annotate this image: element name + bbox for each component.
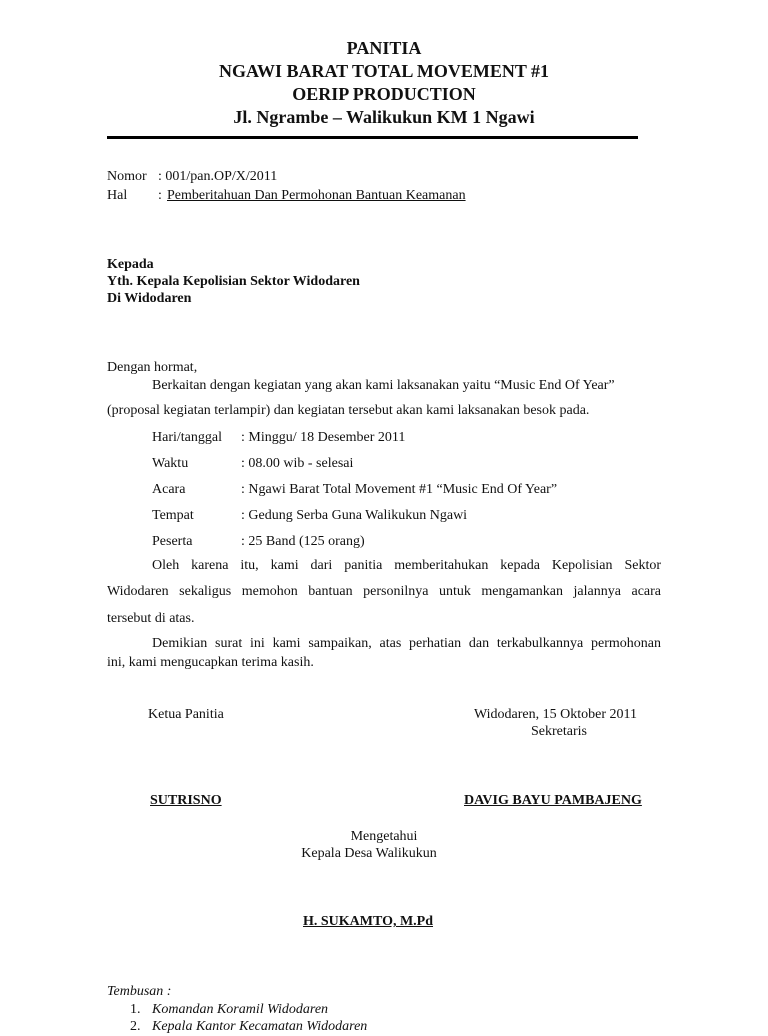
tembusan-item: Kepala Kantor Kecamatan Widodaren bbox=[152, 1019, 368, 1034]
tembusan-label: Tembusan : bbox=[107, 984, 172, 999]
address: Jl. Ngrambe – Walikukun KM 1 Ngawi bbox=[233, 107, 535, 127]
place-date: Widodaren, 15 Oktober 2011 bbox=[474, 707, 637, 722]
known-title: Kepala Desa Walikukun bbox=[301, 846, 437, 861]
right-signatory-title: Sekretaris bbox=[531, 724, 587, 739]
detail-label: Tempat bbox=[152, 508, 194, 523]
paragraph2-line3: tersebut di atas. bbox=[107, 611, 195, 626]
hal-colon: : bbox=[158, 188, 162, 203]
hal-value: Pemberitahuan Dan Permohonan Bantuan Keamanan bbox=[167, 188, 466, 203]
recipient-line1: Kepada bbox=[107, 257, 154, 272]
left-signatory-name: SUTRISNO bbox=[150, 793, 222, 808]
paragraph1-line1: Berkaitan dengan kegiatan yang akan kami laksanakan yaitu “Music End Of Year” bbox=[152, 378, 615, 393]
right-signatory-name: DAVIG BAYU PAMBAJENG bbox=[464, 793, 642, 808]
hal-label: Hal bbox=[107, 188, 128, 203]
greeting: Dengan hormat, bbox=[107, 360, 198, 375]
detail-label: Hari/tanggal bbox=[152, 430, 222, 445]
known-label: Mengetahui bbox=[350, 829, 418, 844]
detail-value: : 08.00 wib - selesai bbox=[241, 456, 354, 471]
detail-value: : Gedung Serba Guna Walikukun Ngawi bbox=[241, 508, 468, 523]
production-name: OERIP PRODUCTION bbox=[292, 84, 476, 104]
paragraph1-line2: (proposal kegiatan terlampir) dan kegiatan tersebut akan kami laksanakan besok pada. bbox=[107, 403, 590, 418]
org-name: PANITIA bbox=[346, 38, 422, 58]
recipient-line3: Di Widodaren bbox=[107, 291, 192, 306]
nomor-label: Nomor bbox=[107, 169, 147, 184]
paragraph3-line1: Demikian surat ini kami sampaikan, atas perhatian dan terkabulkannya permohonan bbox=[152, 636, 661, 651]
detail-value: : 25 Band (125 orang) bbox=[241, 534, 365, 549]
detail-value: : Ngawi Barat Total Movement #1 “Music End Of Year” bbox=[241, 482, 558, 497]
tembusan-item-number: 2. bbox=[130, 1019, 141, 1034]
paragraph3-line2: ini, kami mengucapkan terima kasih. bbox=[107, 655, 314, 670]
tembusan-item: Komandan Koramil Widodaren bbox=[152, 1002, 329, 1017]
detail-label: Acara bbox=[152, 482, 186, 497]
known-signatory-name: H. SUKAMTO, M.Pd bbox=[302, 914, 434, 929]
paragraph2-line2: Widodaren sekaligus memohon bantuan personilnya untuk mengamankan jalannya acara bbox=[107, 584, 661, 599]
detail-label: Waktu bbox=[152, 456, 189, 471]
header-divider bbox=[107, 136, 638, 139]
nomor-value: : 001/pan.OP/X/2011 bbox=[158, 169, 278, 184]
recipient-line2: Yth. Kepala Kepolisian Sektor Widodaren bbox=[107, 274, 360, 289]
event-name: NGAWI BARAT TOTAL MOVEMENT #1 bbox=[218, 61, 550, 81]
paragraph2-line1: Oleh karena itu, kami dari panitia memberitahukan kepada Kepolisian Sektor bbox=[152, 558, 661, 573]
left-signatory-title: Ketua Panitia bbox=[148, 707, 224, 722]
detail-value: : Minggu/ 18 Desember 2011 bbox=[241, 430, 406, 445]
tembusan-item-number: 1. bbox=[130, 1002, 141, 1017]
detail-label: Peserta bbox=[152, 534, 193, 549]
